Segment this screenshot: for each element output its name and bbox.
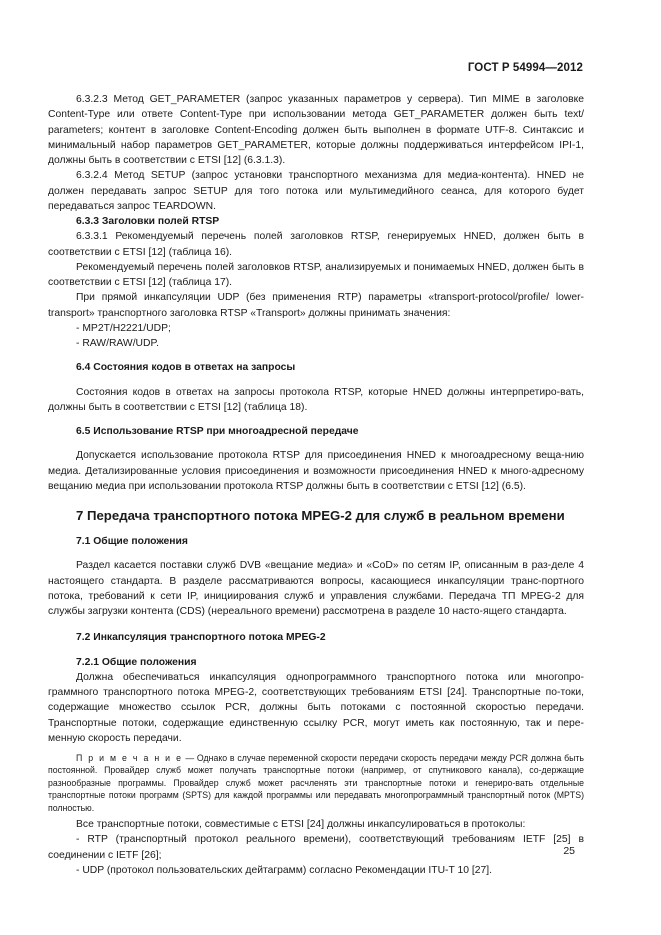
note-text: — Однако в случае переменной скорости передачи скорость передачи между PCR должна быть постоянной. Провайдер служб может получать транспортные потоки (например, от спутникового канала), со-держащие разнообразные программы. Провайдер служб может расчленять эти транспортные потоки и генериро-вать отдельные транспортные потоки программ (SPTS) для каждой программы или передавать многопрограммный транспортный поток (MPTS) полностью. [48, 753, 584, 813]
document-id-header: ГОСТ Р 54994—2012 [467, 62, 583, 74]
heading-7-2: 7.2 Инкапсуляция транспортного потока MPEG-2 [76, 632, 326, 644]
note-block [48, 752, 584, 814]
paragraph-6-3-2-4: 6.3.2.4 Метод SETUP (запрос установки транспортного механизма для медиа-контента). HNED не должен передавать запрос SETUP для того потока или мультимедийного сеанса, для которого будет передаваться запрос TEARDOWN. [48, 170, 584, 212]
paragraph-6-3-2-3: 6.3.2.3 Метод GET_PARAMETER (запрос указанных параметров у сервера). Тип MIME в заголовке Content-Type или ответе Content-Type при использовании метода GET_PARAMETER должен быть text/ parameters; контент в заголовке Content-Encoding должен быть выполнен в формате UTF-8. Синтаксис и минимальный набор параметров GET_PARAMETER, которые должны поддерживаться интерфейсом IPI-1, должны быть в соответствии с ETSI [12] (6.3.1.3). [48, 94, 584, 166]
list-item: - UDP (протокол пользовательских дейтаграмм) согласно Рекомендации ITU-T 10 [27]. [76, 864, 493, 876]
paragraph-7-2-1-b: Все транспортные потоки, совместимые с ETSI [24] должны инкапсулироваться в протоколы: [76, 819, 526, 831]
page-number: 25 [563, 845, 575, 857]
paragraph-6-3-3-b: Рекомендуемый перечень полей заголовков RTSP, анализируемых и понимаемых HNED, должен быть в соответствии с ETSI [12] (таблица 17). [48, 261, 584, 288]
heading-6-5: 6.5 Использование RTSP при многоадресной передаче [76, 426, 359, 437]
section-7-title: 7 Передача транспортного потока MPEG-2 для служб в реальном времени [76, 508, 565, 523]
paragraph-6-3-3-1: 6.3.3.1 Рекомендуемый перечень полей заголовков RTSP, генерируемых HNED, должен быть в соответствии с ETSI [12] (таблица 16). [48, 231, 584, 258]
note-label: П р и м е ч а н и е [76, 753, 183, 763]
heading-7-2-1: 7.2.1 Общие положения [76, 656, 197, 668]
page-body [48, 92, 584, 878]
heading-6-4: 6.4 Состояния кодов в ответах на запросы [76, 362, 296, 374]
list-item: - MP2T/H2221/UDP; [76, 322, 171, 334]
heading-6-3-3: 6.3.3 Заголовки полей RTSP [76, 216, 220, 227]
list-item: - RTP (транспортный протокол реального времени), соответствующий требованиям IETF [25] в соединении с IETF [26]; [48, 834, 584, 861]
heading-7-1: 7.1 Общие положения [76, 536, 188, 547]
list-item: - RAW/RAW/UDP. [76, 338, 159, 349]
paragraph-6-5: Допускается использование протокола RTSP для присоединения HNED к многоадресному веща-нию медиа. Детализированные условия присоединения и возможности присоединения HNED к много-адресному вещанию медиа при использовании протокола RTSP должны быть в соответствии с ETSI [12] (6.5). [48, 450, 584, 492]
paragraph-7-2-1: Должна обеспечиваться инкапсуляция однопрограммного транспортного потока или многопро-граммного транспортного потока MPEG-2, соответствующих требованиям ETSI [24]. Транспортные по-токи, содержащие множество ссылок PCR, должны быть потоками с постоянной скоростью передачи. Транспортные потоки, содержащие единственную ссылку PCR, могут иметь как постоянную, так и пере-менную скорость передачи. [48, 671, 584, 744]
paragraph-6-4: Состояния кодов в ответах на запросы протокола RTSP, которые HNED должны интерпретиро-вать, должны быть в соответствии с ETSI [12] (таблица 18). [48, 386, 584, 413]
paragraph-7-1: Раздел касается поставки служб DVB «вещание медиа» и «CoD» по сетям IP, описанным в раз-деле 4 настоящего стандарта. В разделе рассматриваются вопросы, касающиеся инкапсуляции транс-портного потока, требований к сети IP, инициирования служб и управления службами. Передача ТП MPEG-2 для службы загрузки контента (CDS) (нереального времени) рассмотрена в разделе 10 насто-ящего стандарта. [48, 560, 584, 617]
paragraph-6-3-3-c: При прямой инкапсуляции UDP (без применения RTP) параметры «transport-protocol/profile/ lower-transport» транспортного заголовка RTSP «Transport» должны принимать значения: [48, 292, 584, 319]
